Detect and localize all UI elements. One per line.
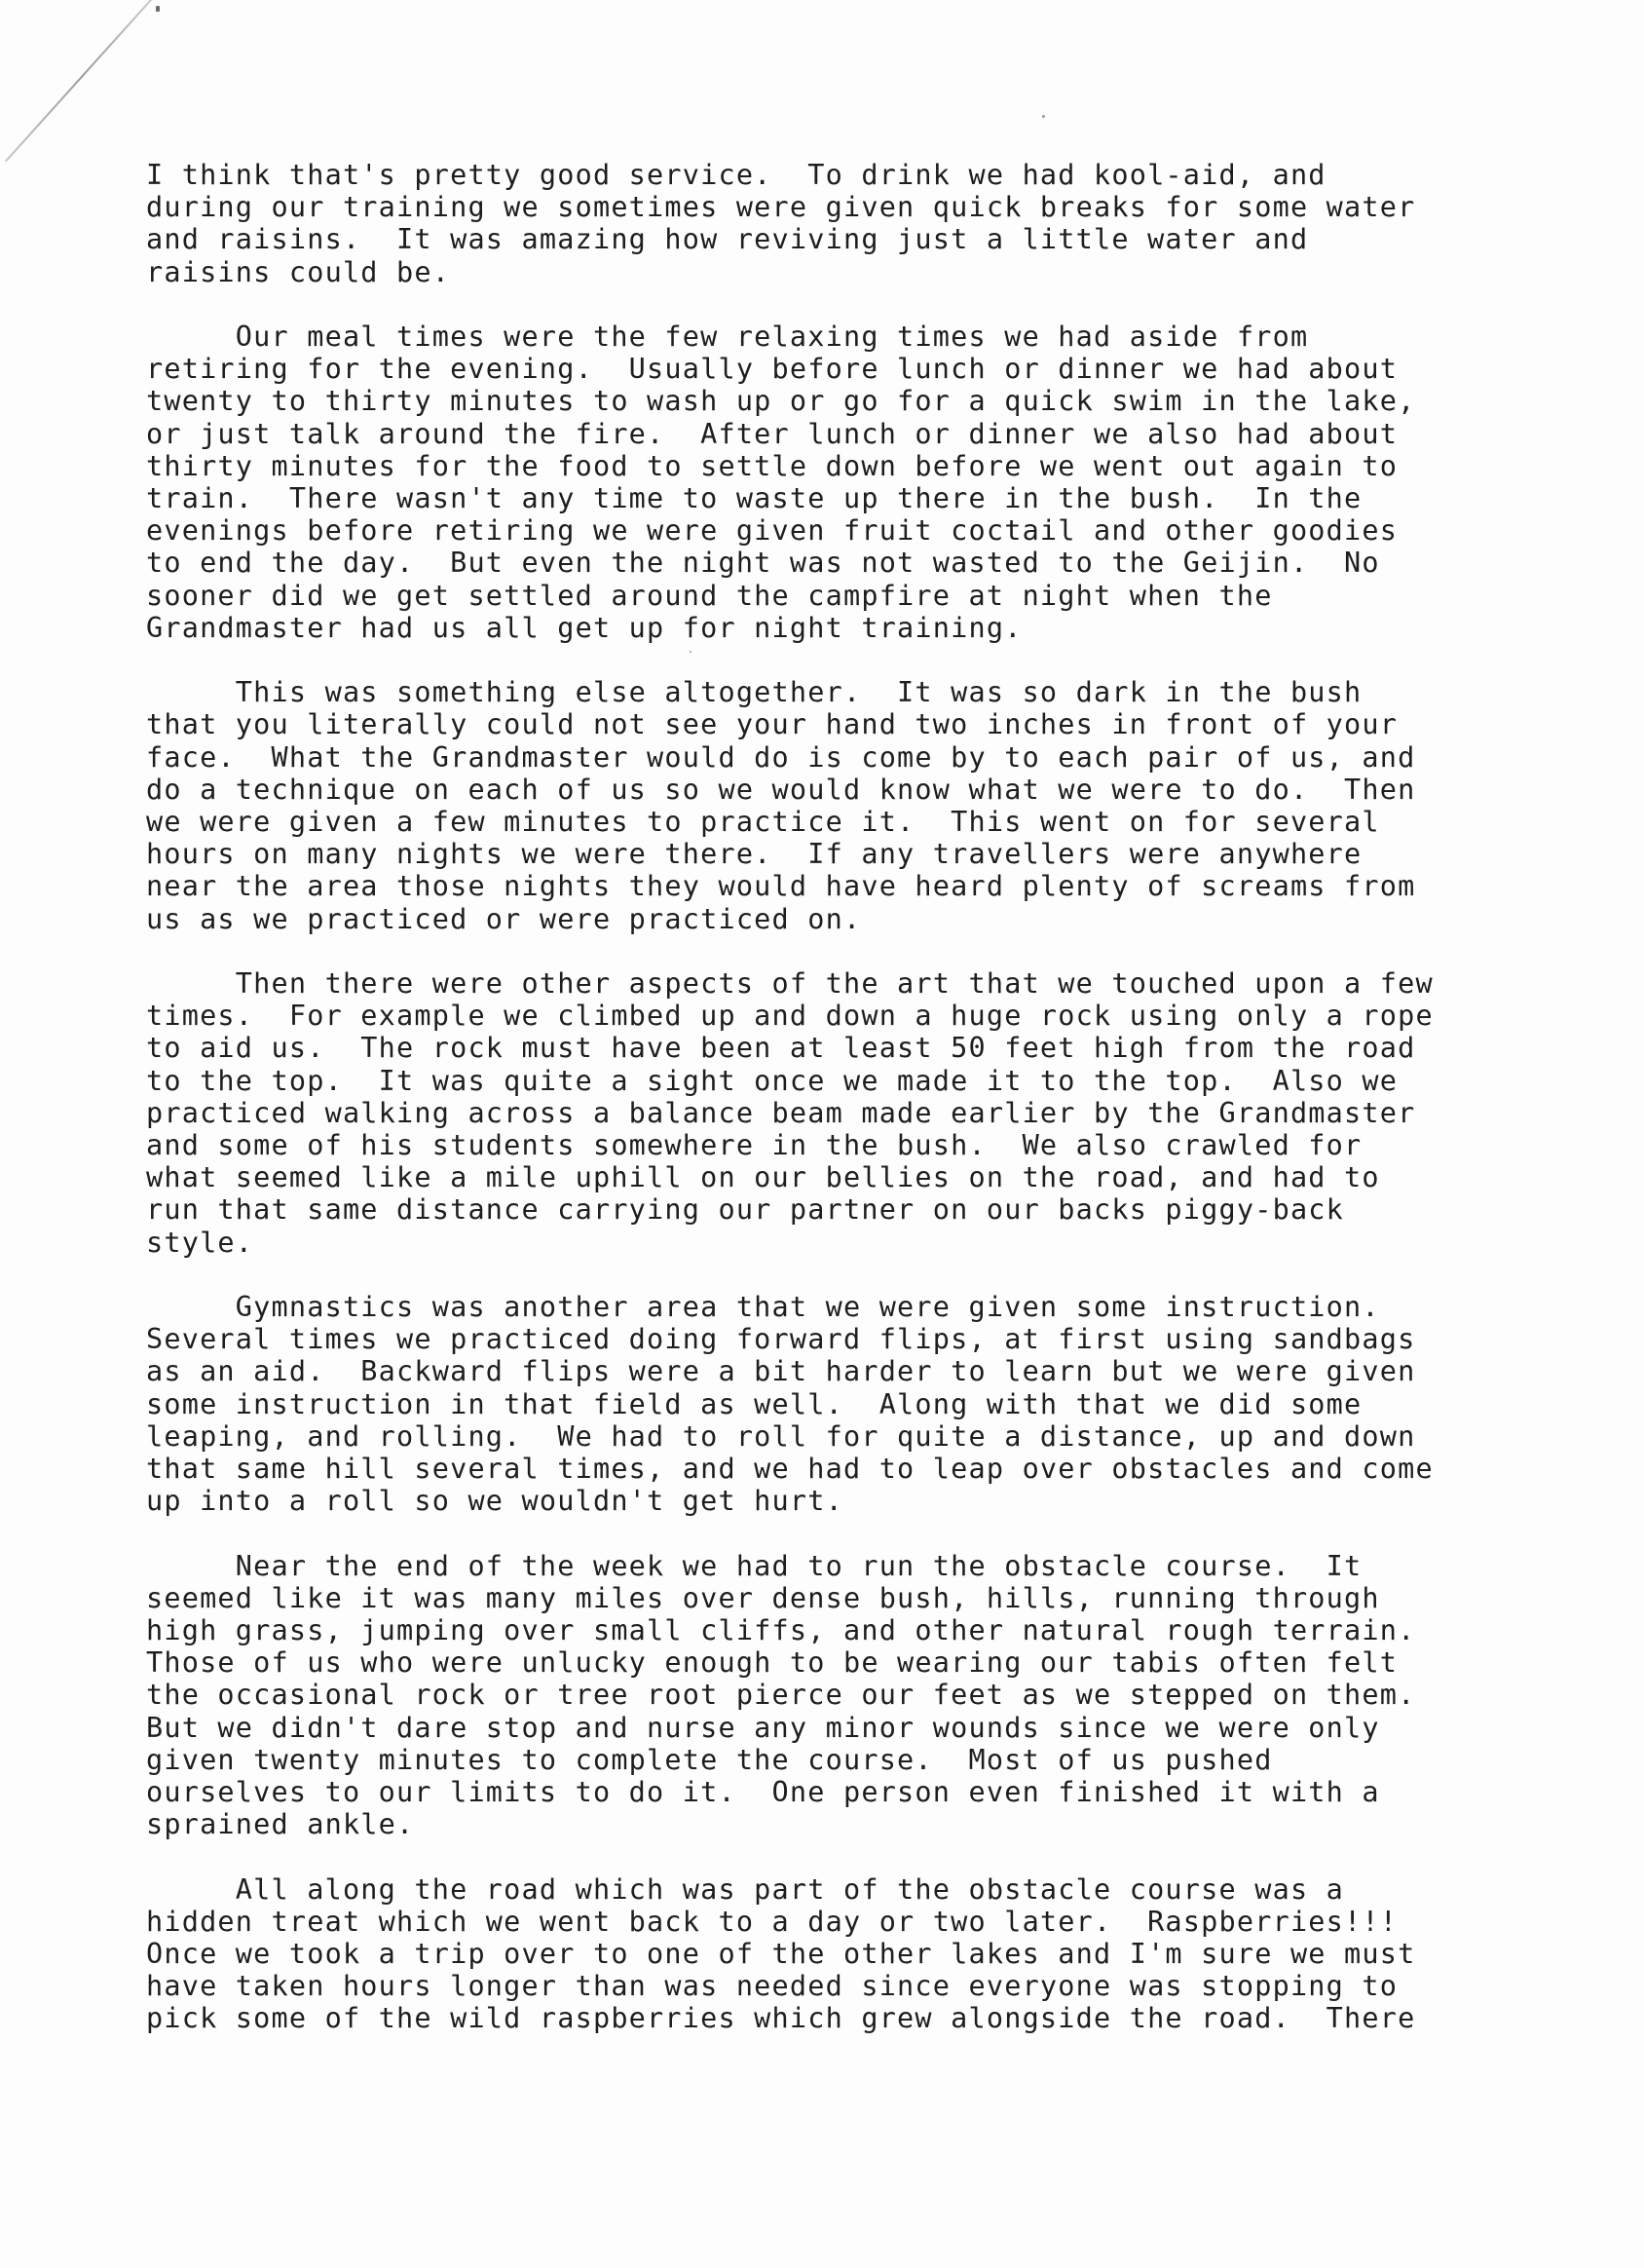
paragraph: [146, 1873, 1578, 2035]
text-line: that you literally could not see your hand two inches in front of your: [146, 708, 1399, 741]
text-line: sooner did we get settled around the campfire at night when the: [146, 579, 1273, 612]
text-line: high grass, jumping over small cliffs, and other natural rough terrain.: [146, 1614, 1416, 1647]
text-line: hours on many nights we were there. If any travellers were anywhere: [146, 838, 1363, 871]
text-line: sprained ankle.: [146, 1808, 415, 1841]
text-line: retiring for the evening. Usually before lunch or dinner we had about: [146, 353, 1399, 386]
text-line: some instruction in that field as well. Along with that we did some: [146, 1387, 1363, 1420]
text-line: leaping, and rolling. We had to roll for quite a distance, up and down: [146, 1419, 1416, 1453]
text-line: evenings before retiring we were given fruit coctail and other goodies: [146, 514, 1399, 548]
staple-mark: [5, 0, 163, 162]
paragraph: [146, 159, 1578, 288]
text-line: I think that's pretty good service. To drink we had kool-aid, and: [146, 159, 1326, 191]
text-line: that same hill several times, and we had to leap over obstacles and come: [146, 1453, 1434, 1486]
text-line: near the area those nights they would have heard plenty of screams from: [146, 870, 1416, 903]
text-line: twenty to thirty minutes to wash up or go for a quick swim in the lake,: [146, 385, 1416, 418]
text-line: raisins could be.: [146, 255, 451, 288]
text-line: Those of us who were unlucky enough to be wearing our tabis often felt: [146, 1646, 1399, 1680]
staple-hole: [156, 6, 160, 12]
text-line: what seemed like a mile uphill on our bellies on the road, and had to: [146, 1161, 1380, 1194]
text-line: Our meal times were the few relaxing times we had aside from: [146, 321, 1309, 353]
text-line: seemed like it was many miles over dense bush, hills, running through: [146, 1581, 1380, 1614]
paper-speck: [1042, 115, 1045, 118]
typed-text-body: [146, 159, 1578, 2035]
text-line: run that same distance carrying our partner on our backs piggy-back: [146, 1193, 1345, 1227]
text-line: and raisins. It was amazing how reviving just a little water and: [146, 223, 1309, 256]
text-line: given twenty minutes to complete the course. Most of us pushed: [146, 1743, 1273, 1776]
text-line: we were given a few minutes to practice it. This went on for several: [146, 806, 1380, 839]
text-line: style.: [146, 1226, 254, 1259]
text-line: or just talk around the fire. After lunch or dinner we also had about: [146, 417, 1399, 450]
paragraph: [146, 676, 1578, 935]
text-line: ourselves to our limits to do it. One person even finished it with a: [146, 1776, 1380, 1809]
paragraph: [146, 321, 1578, 644]
text-line: us as we practiced or were practiced on.: [146, 902, 862, 935]
text-line: times. For example we climbed up and down a huge rock using only a rope: [146, 1000, 1434, 1033]
text-line: to the top. It was quite a sight once we made it to the top. Also we: [146, 1064, 1399, 1097]
text-line: as an aid. Backward flips were a bit harder to learn but we were given: [146, 1355, 1416, 1388]
text-line: have taken hours longer than was needed since everyone was stopping to: [146, 1970, 1399, 2003]
text-line: to end the day. But even the night was not wasted to the Geijin. No: [146, 547, 1380, 580]
text-line: do a technique on each of us so we would know what we were to do. Then: [146, 773, 1416, 806]
text-line: face. What the Grandmaster would do is come by to each pair of us, and: [146, 740, 1416, 774]
paragraph: [146, 1291, 1578, 1517]
text-line: hidden treat which we went back to a day or two later. Raspberries!!!: [146, 1905, 1399, 1938]
text-line: Several times we practiced doing forward flips, at first using sandbags: [146, 1323, 1416, 1356]
text-line: up into a roll so we wouldn't get hurt.: [146, 1485, 843, 1518]
text-line: to aid us. The rock must have been at least 50 feet high from the road: [146, 1032, 1416, 1065]
text-line: during our training we sometimes were given quick breaks for some water: [146, 191, 1416, 224]
text-line: Grandmaster had us all get up for night training.: [146, 611, 1023, 644]
text-line: Once we took a trip over to one of the other lakes and I'm sure we must: [146, 1938, 1416, 1971]
text-line: Near the end of the week we had to run the obstacle course. It: [146, 1549, 1363, 1582]
text-line: Then there were other aspects of the art that we touched upon a few: [146, 967, 1434, 1001]
text-line: pick some of the wild raspberries which grew alongside the road. There: [146, 2002, 1416, 2035]
text-line: and some of his students somewhere in the bush. We also crawled for: [146, 1129, 1363, 1162]
paragraph: [146, 967, 1578, 1259]
paragraph: [146, 1550, 1578, 1841]
text-line: Gymnastics was another area that we were given some instruction.: [146, 1291, 1380, 1324]
text-line: practiced walking across a balance beam made earlier by the Grandmaster: [146, 1096, 1416, 1129]
text-line: train. There wasn't any time to waste up there in the bush. In the: [146, 482, 1363, 515]
text-line: the occasional rock or tree root pierce our feet as we stepped on them.: [146, 1679, 1416, 1712]
text-line: But we didn't dare stop and nurse any minor wounds since we were only: [146, 1711, 1380, 1744]
text-line: thirty minutes for the food to settle down before we went out again to: [146, 449, 1399, 482]
text-line: All along the road which was part of the obstacle course was a: [146, 1872, 1345, 1906]
text-line: This was something else altogether. It was so dark in the bush: [146, 676, 1363, 709]
